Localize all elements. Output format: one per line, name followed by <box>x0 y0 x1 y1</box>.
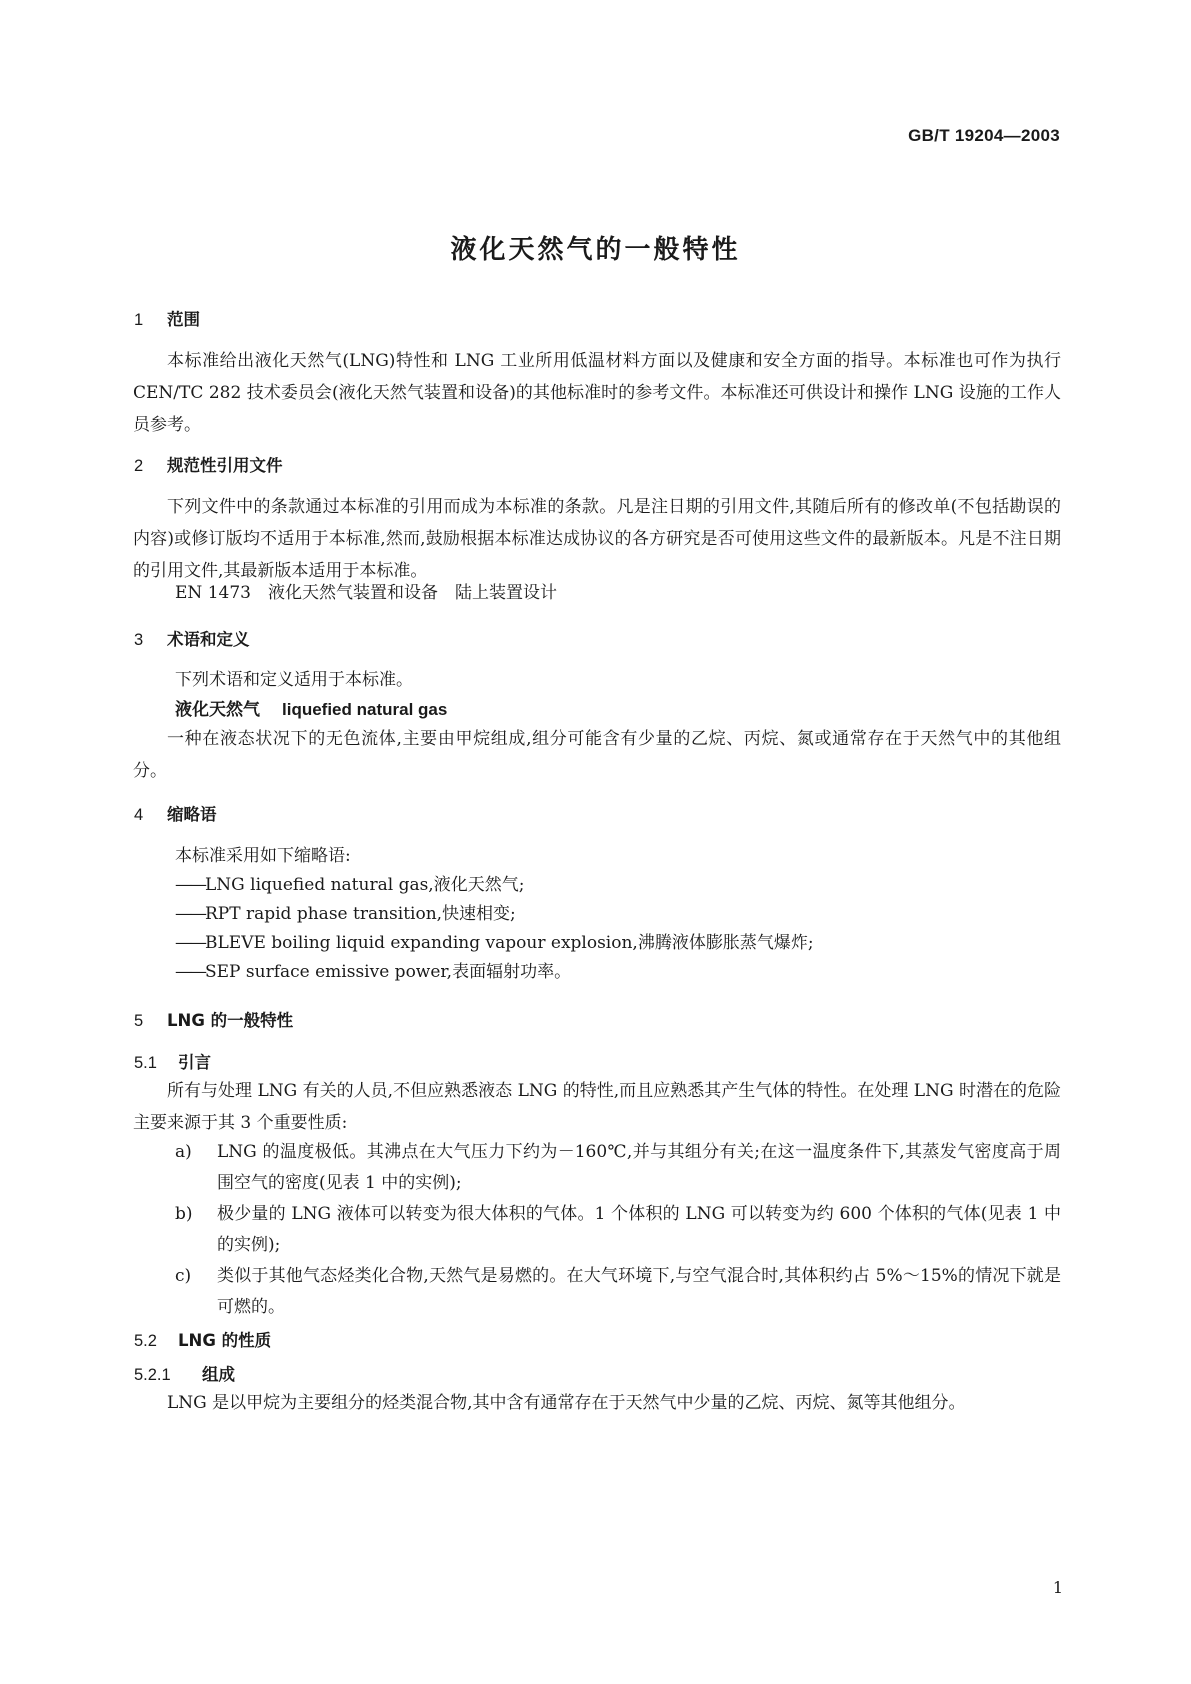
property-item-b <box>175 1199 1061 1261</box>
section-title: 规范性引用文件 <box>167 456 283 475</box>
terms-intro: 下列术语和定义适用于本标准。 <box>175 670 413 690</box>
term-chinese: 液化天然气 <box>175 700 260 720</box>
section-title: LNG 的一般特性 <box>167 1011 294 1030</box>
standard-id: GB/T 19204—2003 <box>908 126 1060 145</box>
property-item-a <box>175 1137 1061 1199</box>
term-entry <box>175 694 447 726</box>
abbreviations-intro: 本标准采用如下缩略语: <box>175 846 351 866</box>
paragraph: LNG 是以甲烷为主要组分的烃类混合物,其中含有通常存在于天然气中少量的乙烷、丙烷、氮等其他组分。 <box>167 1393 966 1413</box>
section-2-body <box>133 491 1061 587</box>
section-5-1-body <box>133 1075 1061 1139</box>
section-title: 组成 <box>202 1365 235 1384</box>
page-number: 1 <box>1052 1578 1063 1597</box>
section-5-2-heading <box>134 1327 271 1351</box>
section-5-1-heading <box>134 1049 211 1073</box>
section-1-body <box>133 345 1061 441</box>
dash: —— <box>175 875 205 895</box>
abbreviation-text: BLEVE boiling liquid expanding vapour explosion,沸腾液体膨胀蒸气爆炸; <box>205 933 814 953</box>
term-definition <box>133 723 1061 787</box>
section-number: 3 <box>134 631 144 649</box>
abbreviation-item <box>175 898 516 930</box>
dash: —— <box>175 933 205 953</box>
paragraph: 本标准给出液化天然气(LNG)特性和 LNG 工业所用低温材料方面以及健康和安全方面的指导。本标准也可作为执行 CEN/TC 282 技术委员会(液化天然气装置和设备)的其他标准时的参考文件。本标准还可供设计和操作 LNG 设施的工作人员参考。 <box>133 351 1061 435</box>
abbreviation-item <box>175 869 524 901</box>
section-number: 5.2 <box>134 1332 157 1350</box>
section-5-2-1-body <box>133 1387 1061 1419</box>
section-number: 5.2.1 <box>134 1366 171 1384</box>
section-4-heading <box>134 801 217 825</box>
section-title: 引言 <box>178 1053 211 1072</box>
paragraph: 一种在液态状况下的无色流体,主要由甲烷组成,组分可能含有少量的乙烷、丙烷、氮或通常存在于天然气中的其他组分。 <box>133 729 1061 781</box>
property-item-c <box>175 1261 1061 1323</box>
section-title: 术语和定义 <box>167 630 250 649</box>
normative-reference: EN 1473 液化天然气装置和设备 陆上装置设计 <box>175 583 557 603</box>
item-label: b) <box>175 1204 193 1224</box>
item-text: LNG 的温度极低。其沸点在大气压力下约为－160℃,并与其组分有关;在这一温度条件下,其蒸发气密度高于周围空气的密度(见表 1 中的实例); <box>217 1142 1061 1193</box>
abbreviation-text: SEP surface emissive power,表面辐射功率。 <box>205 962 572 982</box>
section-title: 范围 <box>167 310 200 329</box>
section-1-heading <box>134 306 200 330</box>
item-label: c) <box>175 1266 192 1286</box>
abbreviation-item <box>175 956 571 988</box>
section-title: LNG 的性质 <box>178 1331 272 1350</box>
section-5-2-1-heading <box>134 1361 235 1385</box>
item-label: a) <box>175 1142 192 1162</box>
section-2-heading <box>134 452 283 476</box>
paragraph: 所有与处理 LNG 有关的人员,不但应熟悉液态 LNG 的特性,而且应熟悉其产生气体的特性。在处理 LNG 时潜在的危险主要来源于其 3 个重要性质: <box>133 1081 1061 1133</box>
section-number: 4 <box>134 806 144 824</box>
section-number: 5.1 <box>134 1054 157 1072</box>
section-number: 1 <box>134 311 144 329</box>
item-text: 类似于其他气态烃类化合物,天然气是易燃的。在大气环境下,与空气混合时,其体积约占 5%～15%的情况下就是可燃的。 <box>217 1266 1061 1317</box>
item-text: 极少量的 LNG 液体可以转变为很大体积的气体。1 个体积的 LNG 可以转变为约 600 个体积的气体(见表 1 中的实例); <box>217 1204 1061 1255</box>
paragraph: 下列文件中的条款通过本标准的引用而成为本标准的条款。凡是注日期的引用文件,其随后所有的修改单(不包括勘误的内容)或修订版均不适用于本标准,然而,鼓励根据本标准达成协议的各方研究是否可使用这些文件的最新版本。凡是不注日期的引用文件,其最新版本适用于本标准。 <box>133 497 1061 581</box>
term-english: liquefied natural gas <box>282 700 448 719</box>
abbreviation-text: LNG liquefied natural gas,液化天然气; <box>205 875 525 895</box>
document-title: 液化天然气的一般特性 <box>450 235 741 265</box>
section-number: 2 <box>134 457 144 475</box>
section-title: 缩略语 <box>167 805 217 824</box>
abbreviation-text: RPT rapid phase transition,快速相变; <box>205 904 516 924</box>
section-5-heading <box>134 1007 293 1031</box>
dash: —— <box>175 962 205 982</box>
dash: —— <box>175 904 205 924</box>
section-number: 5 <box>134 1012 144 1030</box>
section-3-heading <box>134 626 250 650</box>
abbreviation-item <box>175 927 814 959</box>
